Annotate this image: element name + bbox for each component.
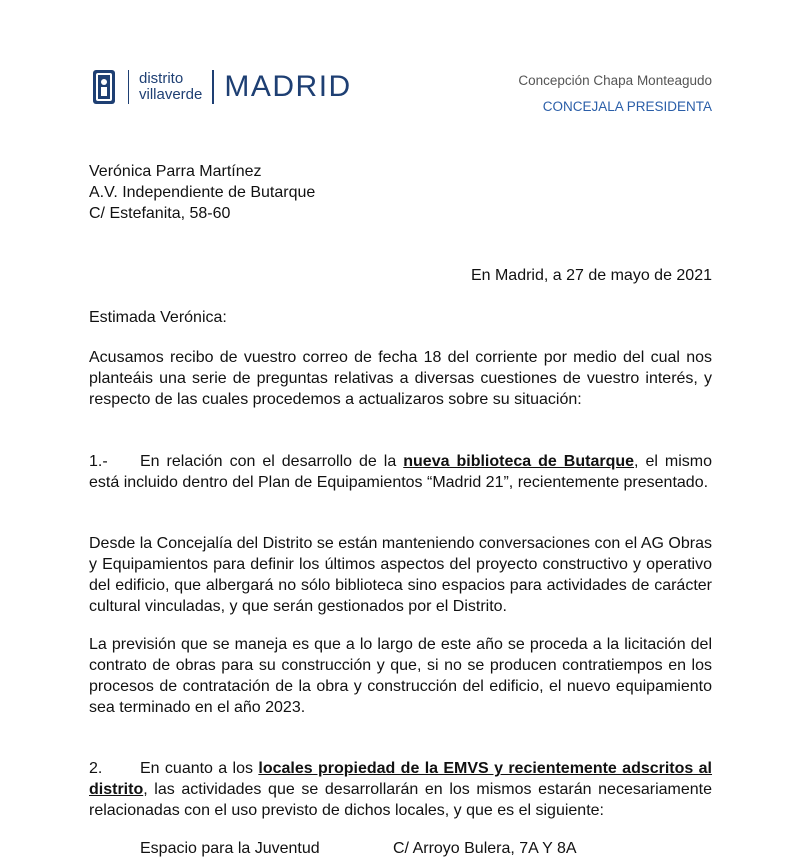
recipient-name: Verónica Parra Martínez <box>89 163 262 180</box>
logo-city: MADRID <box>224 70 352 103</box>
logo-divider-2 <box>212 70 214 104</box>
item-1-highlight: nueva biblioteca de Butarque <box>403 453 635 470</box>
item-1-pre: En relación con el desarrollo de la <box>140 453 404 470</box>
item-1-post: , el mismo está incluido dentro del Plan de Equipamientos “Madrid 21”, recientemente presentado. <box>89 453 713 491</box>
paragraph-3: La previsión que se maneja es que a lo largo de este año se proceda a la licitación del contrato de obras para su construcción y que, si no se producen contratiempos en los procesos de contratación de la obra y construcción del edificio, el nuevo equipamiento sea terminado en el año 2023. <box>89 636 712 716</box>
list-item <box>89 838 712 859</box>
list-item-label: Espacio para la Juventud <box>140 840 320 857</box>
letter-date: En Madrid, a 27 de mayo de 2021 <box>470 267 712 284</box>
logo-divider <box>128 70 129 104</box>
recipient-address <box>89 161 712 224</box>
signer-role: CONCEJALA PRESIDENTA <box>542 99 712 114</box>
item-1-number: 1.- <box>89 453 108 470</box>
item-2-pre: En cuanto a los <box>140 760 259 777</box>
list-item-value: C/ Arroyo Bulera, 7A Y 8A <box>393 840 577 857</box>
logo-line1: distrito <box>139 70 184 87</box>
signer-block <box>518 68 712 120</box>
recipient-street: C/ Estefanita, 58-60 <box>89 205 231 222</box>
paragraph-2: Desde la Concejalía del Distrito se están manteniendo conversaciones con el AG Obras y Equipamientos para definir los últimos aspectos del proyecto constructivo y operativo del edificio, que albergará no sólo biblioteca sino espacios para actividades de carácter cultural vinculadas, y que serán gestionados por el Distrito. <box>89 535 712 615</box>
item-2-highlight: locales propiedad de la EMVS y recientemente adscritos al distrito <box>89 760 713 798</box>
item-1-paragraph <box>89 451 712 493</box>
recipient-org: A.V. Independiente de Butarque <box>89 184 316 201</box>
intro-paragraph: Acusamos recibo de vuestro correo de fecha 18 del corriente por medio del cual nos planteáis una serie de preguntas relativas a diversas cuestiones de vuestro interés, y respecto de las cuales procedemos a actualizaros sobre su situación: <box>89 349 712 408</box>
item-2-paragraph <box>89 758 712 821</box>
signer-name: Concepción Chapa Monteagudo <box>518 73 712 88</box>
logo-district-text <box>139 71 202 103</box>
district-logo <box>92 68 352 106</box>
logo-line2: villaverde <box>139 86 203 103</box>
madrid-shield-icon <box>92 69 116 105</box>
greeting: Estimada Verónica: <box>89 309 227 326</box>
item-2-number: 2. <box>89 760 103 777</box>
item-2-post: , las actividades que se desarrollarán en los mismos estarán necesariamente relacionadas con el uso previsto de dichos locales, y que es el siguiente: <box>89 781 712 819</box>
